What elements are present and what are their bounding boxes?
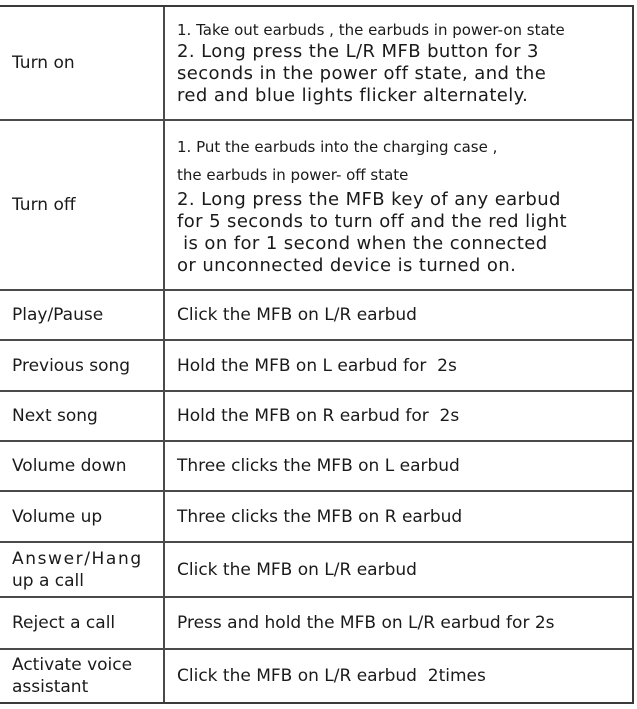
operation-cell bbox=[165, 598, 632, 648]
function-label: Reject a call bbox=[12, 613, 116, 633]
operation-cell bbox=[165, 341, 632, 390]
operation-line: 1. Take out earbuds , the earbuds in power-on state bbox=[177, 21, 565, 39]
operation-text: Hold the MFB on R earbud for 2s bbox=[177, 406, 460, 426]
operation-line: is on for 1 second when the connected bbox=[177, 233, 548, 254]
function-label: Turn on bbox=[12, 53, 75, 73]
function-cell bbox=[0, 121, 165, 289]
function-label-line: Activate voice bbox=[12, 655, 133, 675]
function-label: Previous song bbox=[12, 355, 131, 376]
function-cell bbox=[0, 543, 165, 596]
function-label: Play/Pause bbox=[12, 305, 104, 325]
earbud-controls-table bbox=[0, 5, 634, 704]
function-label: Volume down bbox=[12, 456, 127, 476]
operation-text: Click the MFB on L/R earbud bbox=[177, 559, 417, 580]
operation-line: 2. Long press the L/R MFB button for 3 bbox=[177, 41, 539, 62]
operation-cell bbox=[165, 392, 632, 440]
table-row-previous-song bbox=[0, 341, 632, 392]
function-cell bbox=[0, 341, 165, 390]
function-label: Turn off bbox=[12, 195, 76, 215]
operation-line: for 5 seconds to turn off and the red light bbox=[177, 211, 567, 232]
function-label-line: up a call bbox=[12, 570, 85, 591]
function-cell bbox=[0, 492, 165, 541]
operation-cell bbox=[165, 291, 632, 339]
table-row-volume-down bbox=[0, 442, 632, 492]
function-label: Next song bbox=[12, 406, 98, 426]
function-cell bbox=[0, 598, 165, 648]
operation-line: seconds in the power off state, and the bbox=[177, 63, 547, 84]
function-label-line: assistant bbox=[12, 677, 89, 697]
table-row-next-song bbox=[0, 392, 632, 442]
operation-text: Three clicks the MFB on L earbud bbox=[177, 456, 460, 476]
operation-text: Click the MFB on L/R earbud 2times bbox=[177, 666, 486, 686]
operation-line: the earbuds in power- off state bbox=[177, 166, 409, 184]
operation-text: Click the MFB on L/R earbud bbox=[177, 305, 417, 325]
operation-line: or unconnected device is turned on. bbox=[177, 255, 517, 276]
operation-cell bbox=[165, 492, 632, 541]
table-row-voice-assistant bbox=[0, 650, 632, 702]
function-cell bbox=[0, 650, 165, 702]
operation-cell bbox=[165, 121, 632, 289]
operation-line: 2. Long press the MFB key of any earbud bbox=[177, 189, 561, 210]
function-label: Volume up bbox=[12, 506, 103, 527]
operation-line: 1. Put the earbuds into the charging case , bbox=[177, 138, 498, 156]
table-row-play-pause bbox=[0, 291, 632, 341]
function-cell bbox=[0, 392, 165, 440]
table-row-reject-call bbox=[0, 598, 632, 650]
operation-cell bbox=[165, 442, 632, 490]
operation-cell bbox=[165, 7, 632, 119]
function-label-line: Answer/Hang bbox=[12, 548, 143, 569]
operation-cell bbox=[165, 650, 632, 702]
function-cell bbox=[0, 7, 165, 119]
operation-cell bbox=[165, 543, 632, 596]
function-cell bbox=[0, 442, 165, 490]
operation-text: Three clicks the MFB on R earbud bbox=[177, 506, 463, 527]
table-row-turn-on bbox=[0, 7, 632, 121]
table-row-answer-hang-up bbox=[0, 543, 632, 598]
operation-text: Press and hold the MFB on L/R earbud for 2s bbox=[177, 613, 555, 633]
function-cell bbox=[0, 291, 165, 339]
table-row-volume-up bbox=[0, 492, 632, 543]
operation-line: red and blue lights flicker alternately. bbox=[177, 85, 529, 106]
operation-text: Hold the MFB on L earbud for 2s bbox=[177, 355, 457, 376]
table-row-turn-off bbox=[0, 121, 632, 291]
